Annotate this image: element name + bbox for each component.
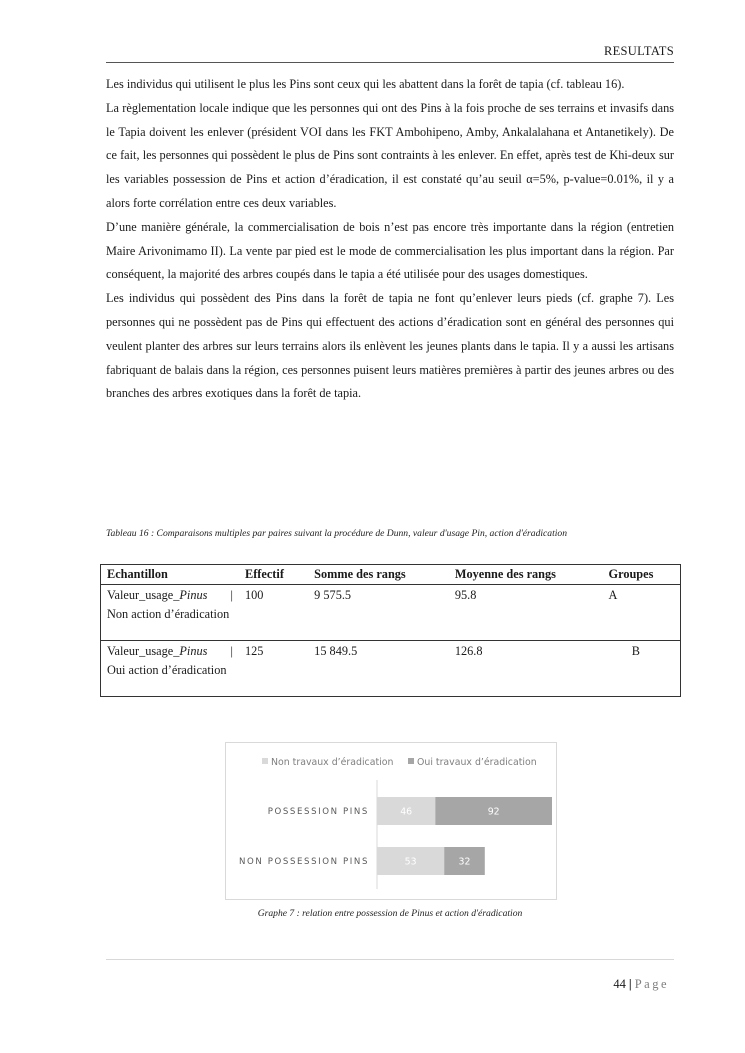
page-number: 44	[613, 977, 626, 991]
paragraph: D’une manière générale, la commercialisation de bois n’est pas encore très importante dans la région (entretien Maire Arivonimamo II). La vente par pied est le mode de commercialisation les plus important dans la région. Par conséquent, la majorité des arbres coupés dans le tapia a été utilisée pour des usages domestiques.	[106, 219, 674, 282]
chart-canvas	[226, 743, 556, 899]
stacked-bar-chart	[225, 742, 557, 900]
cell-echantillon	[101, 641, 240, 697]
page-footer	[106, 977, 669, 992]
data-label: 92	[487, 806, 500, 818]
body-text	[106, 73, 674, 406]
name-suffix: | Oui action d’éradication	[107, 644, 233, 677]
cell-somme: 9 575.5	[308, 585, 449, 641]
paragraph: Les individus qui utilisent le plus les Pins sont ceux qui les abattent dans la forêt de tapia (cf. tableau 16).	[106, 77, 625, 91]
category-label: POSSESSION PINS	[267, 807, 369, 817]
paragraph: La règlementation locale indique que les personnes qui ont des Pins à la fois proche de ses terrains et invasifs dans le Tapia doivent les enlever (président VOI dans les FKT Ambohipeno, Amby, Ankalalahana et Antanetikely). De ce fait, les personnes qui possèdent le plus de Pins sont contraints à les enlever. En effet, après test de Khi-deux sur les variables possession de Pins et action d’éradication, il est constaté qu’au seuil α=5%, p-value=0.01%, il y a alors forte corrélation entre ces deux variables.	[106, 100, 674, 210]
page-label: Page	[634, 977, 669, 991]
table-row	[101, 585, 681, 641]
name-prefix: Valeur_usage_	[107, 644, 180, 658]
name-italic: Pinus	[179, 588, 208, 602]
cell-groupe: B	[631, 644, 640, 658]
paragraph: Les individus qui possèdent des Pins dans la forêt de tapia ne font qu’enlever leurs pieds (cf. graphe 7). Les personnes qui ne possèdent pas de Pins qui effectuent des actions d’éradication sont en général des personnes qui veulent planter des arbres sur leurs terrains alors ils enlèvent les jeunes plants dans le tapia. Il y a aussi les artisans fabriquant de balais dans la région, ces personnes puisent leurs matières premières à partir des jeunes arbres ou des branches des arbres exotiques dans la forêt de tapia.	[106, 291, 674, 401]
cell-effectif: 125	[245, 644, 264, 658]
table-header-row	[101, 565, 681, 585]
table-caption: Tableau 16 : Comparaisons multiples par paires suivant la procédure de Dunn, valeur d'usage Pin, action d'éradication	[106, 528, 568, 539]
cell-effectif: 100	[239, 585, 308, 641]
data-label: 46	[400, 806, 413, 818]
dunn-comparison-table	[100, 564, 681, 697]
col-header-moyenne: Moyenne des rangs	[449, 565, 603, 585]
page-header-section: RESULTATS	[603, 44, 674, 58]
cell-groupe: A	[603, 585, 681, 641]
name-italic: Pinus	[179, 644, 208, 658]
col-header-echantillon: Echantillon	[101, 565, 240, 585]
footer-separator: |	[628, 977, 632, 991]
data-label: 32	[458, 856, 471, 868]
table-row	[101, 641, 681, 697]
col-header-effectif: Effectif	[239, 565, 308, 585]
footer-rule	[106, 959, 674, 960]
cell-moyenne: 95.8	[449, 585, 603, 641]
cell-moyenne: 126.8	[454, 644, 483, 658]
header-rule	[106, 62, 674, 63]
legend-label: Non travaux d’éradication	[271, 757, 394, 768]
col-header-groupes: Groupes	[603, 565, 681, 585]
cell-echantillon	[101, 585, 240, 641]
legend-label: Oui travaux d’éradication	[417, 757, 537, 768]
legend-swatch	[408, 758, 414, 764]
data-label: 53	[404, 856, 417, 868]
name-suffix: | Non action d’éradication	[107, 588, 233, 621]
legend-swatch	[262, 758, 268, 764]
name-prefix: Valeur_usage_	[107, 588, 180, 602]
col-header-somme: Somme des rangs	[308, 565, 449, 585]
chart-caption: Graphe 7 : relation entre possession de Pinus et action d'éradication	[257, 908, 523, 919]
cell-somme: 15 849.5	[314, 644, 358, 658]
category-label: NON POSSESSION PINS	[238, 857, 369, 867]
